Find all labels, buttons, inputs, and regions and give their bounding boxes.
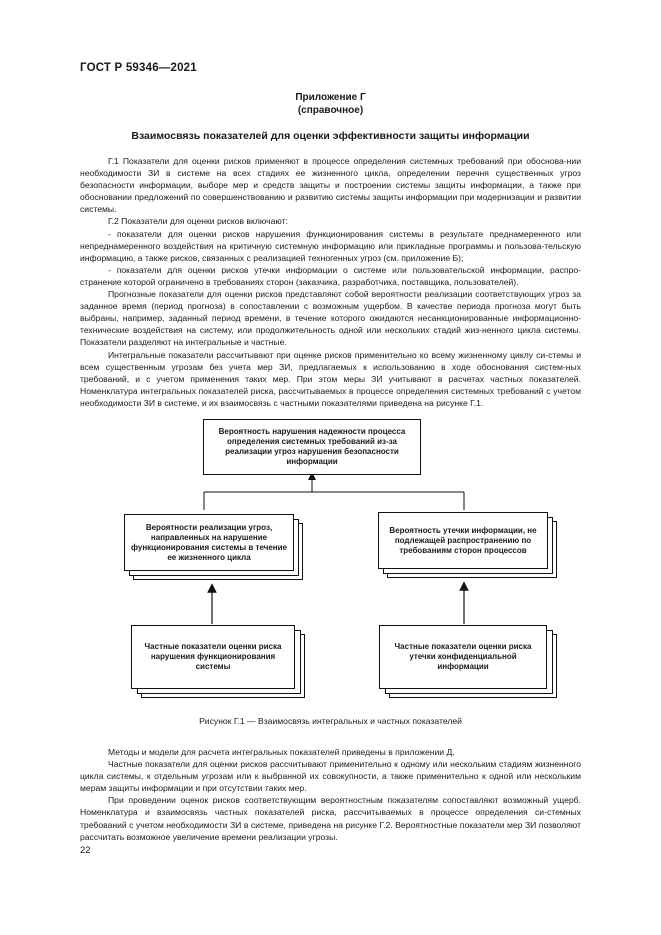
body-text-lower [80, 746, 581, 843]
malfunction-probability-box: Вероятности реализации угроз, направленных на нарушение функционирования системы в течение ее жизненного цикла [124, 514, 294, 571]
paragraph: Г.1 Показатели для оценки рисков применяют в процессе определения системных требований при обоснова-нии необходимости ЗИ в системе на всех стадиях ее жизненного цикла, определении перечня существенных угроз безопасности информации, выборе мер и средств защиты и построении системы защиты информации, а также при обосновании предложений по совершенствованию и развитию системы защиты информации при модернизации и развитии системы. [80, 156, 581, 215]
appendix-title: Приложение Г [295, 92, 366, 103]
paragraph: При проведении оценок рисков соответствующим вероятностным показателям сопоставляют возможный ущерб. Номенклатура и взаимосвязь частных показателей риска, рассчитываемых в процессе определения си-стемных требований с учетом необходимости ЗИ в системе, приведена на рисунке Г.2. Вероятностные показатели мер ЗИ позволяют рассчитать возможное увеличение времени реализации угрозы. [80, 795, 581, 842]
paragraph: Г.2 Показатели для оценки рисков включают: [108, 216, 288, 227]
paragraph: - показатели для оценки рисков нарушения функционирования системы в результате преднамеренного или непреднамеренного воздействия на критичную системную информацию или прикладные программы и пользова-тельскую информацию, а также рисков, связанных с реализацией техногенных угроз (см. приложение Б); [80, 228, 581, 263]
paragraph: Методы и модели для расчета интегральных показателей приведены в приложении Д. [108, 747, 455, 757]
paragraph: Частные показатели для оценки рисков рассчитывают применительно к одному или нескольким стадиям жизненного цикла системы, к отдельным угрозам или к выбранной их совокупности, а также применительно к одной или нескольким мерам защиты информации и при отсутствии таких мер. [80, 759, 581, 794]
body-text-upper [80, 155, 581, 409]
document-id: ГОСТ Р 59346—2021 [80, 62, 197, 74]
figure-caption: Рисунок Г.1 — Взаимосвязь интегральных и частных показателей [199, 716, 462, 726]
integral-risk-box: Вероятность нарушения надежности процесса определения системных требований из-за реализации угроз нарушения безопасности информации [203, 419, 421, 475]
paragraph: - показатели для оценки рисков утечки информации о системе или пользовательской информации, распро-странение которой ограничено в требованиях сторон (заказчика, разработчика, поставщика, пользователей). [80, 264, 581, 287]
paragraph: Прогнозные показатели для оценки рисков представляют собой вероятности реализации соответствующих угроз за заданное время (период прогноза) в сопоставлении с возможным ущербом. В качестве периода прогноза могут быть выбраны, например, заданный период времени, в течение которого ожидаются несанкционированные информационно-технические воздействия на систему, или продолжительность одной или нескольких стадий жиз-ненного цикла системы. Показатели разделяют на интегральные и частные. [80, 289, 581, 348]
leak-probability-box: Вероятность утечки информации, не подлежащей распространению по требованиям сторон процессов [378, 512, 548, 569]
appendix-subtitle: (справочное) [297, 105, 364, 116]
partial-malfunction-indicators-box: Частные показатели оценки риска нарушения функционирования системы [131, 625, 295, 689]
section-title: Взаимосвязь показателей для оценки эффективности защиты информации [131, 130, 530, 142]
appendix-heading [0, 91, 661, 117]
partial-leak-indicators-box: Частные показатели оценки риска утечки конфиденциальной информации [379, 625, 547, 689]
page-number: 22 [80, 845, 91, 856]
paragraph: Интегральные показатели рассчитывают при оценке рисков применительно ко всему жизненному циклу си-стемы и всем существенным угрозам без учета мер ЗИ, предлагаемых к использованию в ходе обоснования систем-ных требований, и с учетом применения таких мер. При этом меры ЗИ учитывают в расчетах частных показателей. Номенклатура интегральных показателей риска, рассчитываемых в процессе определения системных требований с учетом необходимости ЗИ в системе, и их взаимосвязь с частными показателями приведена на рисунке Г.1. [80, 349, 581, 408]
